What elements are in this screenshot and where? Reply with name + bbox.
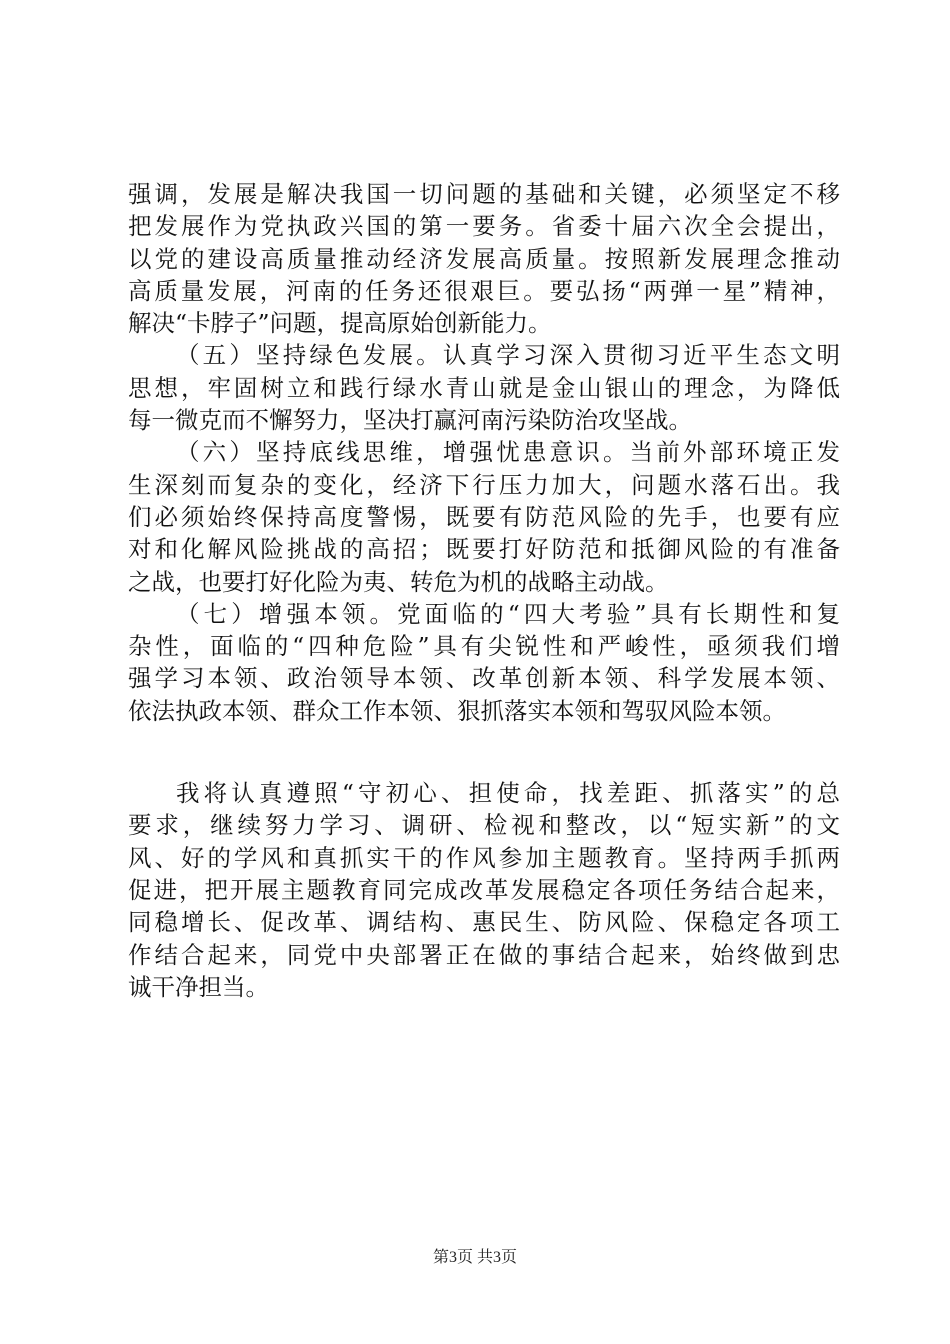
text-line: 诚干净担当。: [128, 972, 269, 1001]
text-line: 促进，把开展主题教育同完成改革发展稳定各项任务结合起来，: [128, 875, 840, 904]
paragraph-enhance-skills: [128, 598, 840, 727]
page-number: 第3页 共3页: [432, 1249, 517, 1266]
paragraph-bottom-line-thinking: [128, 436, 840, 597]
text-line: 对和化解风险挑战的高招；既要打好防范和抵御风险的有准备: [128, 535, 840, 564]
paragraph-spacer: [128, 727, 840, 777]
text-line: 生深刻而复杂的变化，经济下行压力加大，问题水落石出。我: [128, 470, 840, 499]
text-line: 解决“卡脖子”问题，提高原始创新能力。: [128, 309, 552, 338]
document-body: [128, 178, 840, 1003]
text-line: 把发展作为党执政兴国的第一要务。省委十届六次全会提出，: [128, 212, 840, 241]
page-footer: [0, 1244, 950, 1267]
text-line: 高质量发展，河南的任务还很艰巨。要弘扬“两弹一星”精神，: [128, 276, 840, 305]
text-line: 我将认真遵照“守初心、担使命，找差距、抓落实”的总: [176, 779, 840, 808]
text-line: 要求，继续努力学习、调研、检视和整改，以“短实新”的文: [128, 811, 840, 840]
text-line: 风、好的学风和真抓实干的作风参加主题教育。坚持两手抓两: [128, 843, 840, 872]
text-line: 之战，也要打好化险为夷、转危为机的战略主动战。: [128, 567, 669, 596]
text-line: 思想，牢固树立和践行绿水青山就是金山银山的理念，为降低: [128, 373, 840, 402]
paragraph-development: [128, 178, 840, 339]
text-line: （六）坚持底线思维，增强忧患意识。当前外部环境正发: [176, 438, 840, 467]
text-line: 杂性，面临的“四种危险”具有尖锐性和严峻性，亟须我们增: [128, 632, 840, 661]
text-line: （五）坚持绿色发展。认真学习深入贯彻习近平生态文明: [176, 341, 840, 370]
text-line: （七）增强本领。党面临的“四大考验”具有长期性和复: [176, 599, 840, 628]
text-line: 强调，发展是解决我国一切问题的基础和关键，必须坚定不移: [128, 180, 840, 208]
text-line: 同稳增长、促改革、调结构、惠民生、防风险、保稳定各项工: [128, 908, 840, 937]
text-line: 每一微克而不懈努力，坚决打赢河南污染防治攻坚战。: [128, 406, 692, 435]
text-line: 强学习本领、政治领导本领、改革创新本领、科学发展本领、: [128, 664, 840, 693]
text-line: 依法执政本领、群众工作本领、狠抓落实本领和驾驭风险本领。: [128, 696, 786, 725]
text-line: 作结合起来，同党中央部署正在做的事结合起来，始终做到忠: [128, 940, 840, 969]
paragraph-commitment: [128, 777, 840, 1003]
paragraph-green-development: [128, 339, 840, 436]
text-line: 们必须始终保持高度警惕，既要有防范风险的先手，也要有应: [128, 502, 840, 531]
text-line: 以党的建设高质量推动经济发展高质量。按照新发展理念推动: [128, 244, 840, 273]
